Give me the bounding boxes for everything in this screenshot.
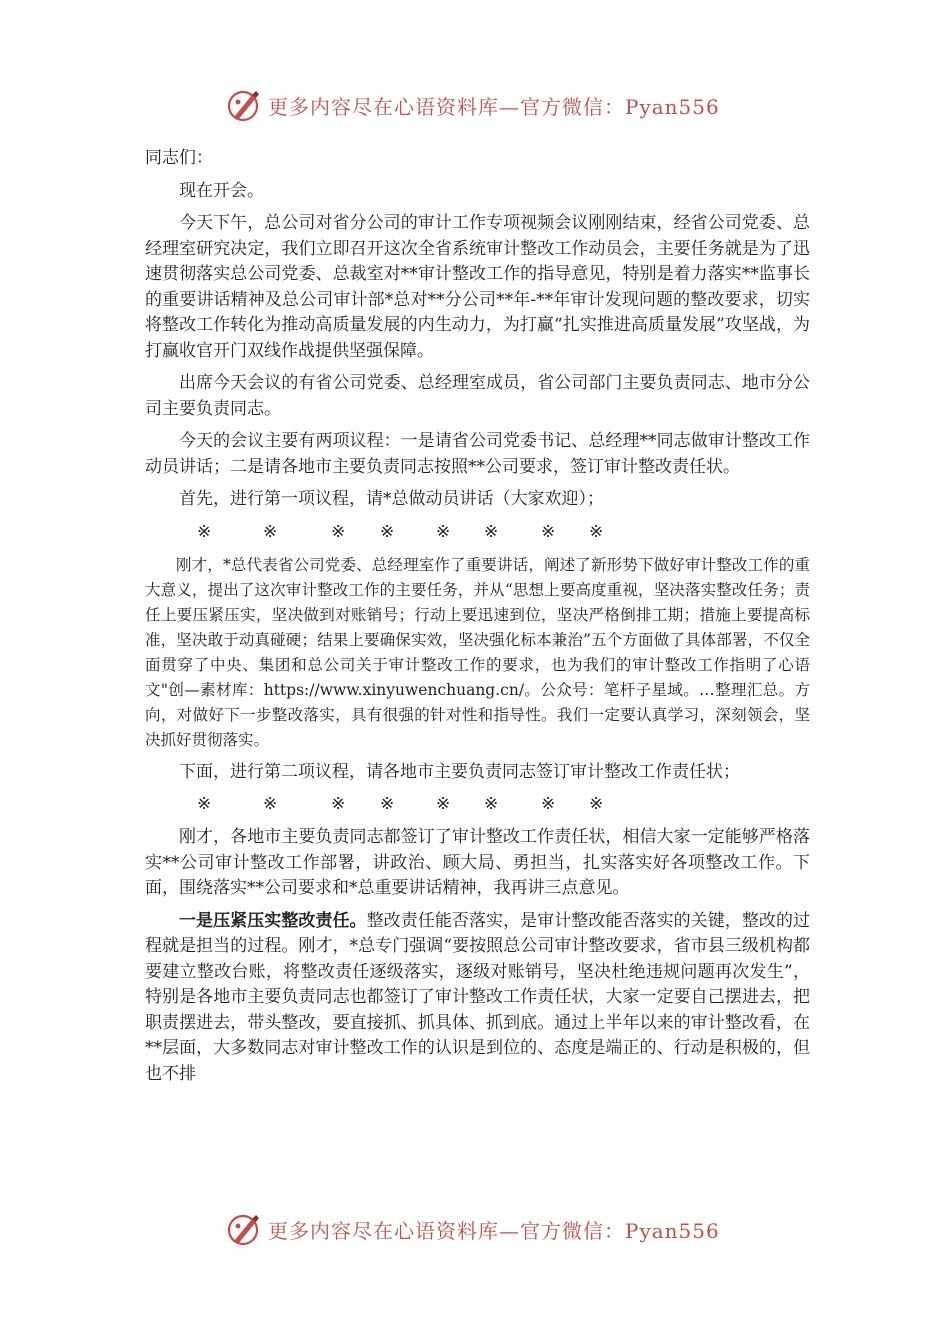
reference-mark: ※ bbox=[484, 521, 499, 542]
p3-item-2-label: 二是 bbox=[230, 456, 264, 477]
reference-mark: ※ bbox=[197, 521, 212, 542]
reference-mark: ※ bbox=[436, 794, 451, 814]
reference-mark: ※ bbox=[380, 794, 395, 814]
p3-text-d: 请各地市主要负责同志按照**公司要求，签订审计整改责任状。 bbox=[264, 456, 740, 477]
reference-marks-row-2 bbox=[145, 792, 810, 818]
paragraph-open: 现在开会。 bbox=[179, 180, 264, 201]
reference-mark: ※ bbox=[197, 794, 212, 814]
p3-item-1-label: 一是 bbox=[400, 431, 435, 451]
pen-logo-icon bbox=[226, 87, 262, 123]
paragraph-7: 刚才，各地市主要负责同志都签订了审计整改工作责任状，相信大家一定能够严格落实**公司审计整改工作部署，讲政治、顾大局、勇担当，扎实落实好各项整改工作。下面，围绕落实**公司要求和*总重要讲话精神，我再讲三点意见。 bbox=[145, 827, 810, 898]
paragraph-8 bbox=[145, 909, 810, 1088]
paragraph-5: 刚才，*总代表省公司党委、总经理室作了重要讲话，阐述了新形势下做好审计整改工作的重大意义，提出了这次审计整改工作的主要任务，并从“思想上要高度重视，坚决落实整改任务；责任上要压紧压实，坚决做到对账销号；行动上要迅速到位，坚决严格倒排工期；措施上要提高标准，坚决敢于动真碰硬；结果上要确保实效，坚决强化标本兼治”五个方面做了具体部署，不仅全面贯穿了中央、集团和总公司关于审计整改工作的要求，也为我们的审计整改工作指明了心语文"创—素材库：https://www.xinyuwenchuang.cn/。公众号：笔杆子星域。…整理汇总。方向，对做好下一步整改落实，具有很强的针对性和指导性。我们一定要认真学习，深刻领会，坚决抓好贯彻落实。 bbox=[145, 555, 810, 749]
header-banner bbox=[226, 83, 720, 127]
header-banner-text: 更多内容尽在心语资料库—官方微信：Pyan556 bbox=[268, 94, 720, 119]
p8-heading: 一是压紧压实整改责任。 bbox=[179, 910, 367, 931]
p8-text: 整改责任能否落实，是审计整改能否落实的关键，整改的过程就是担当的过程。刚才，*总专门强调“要按照总公司审计整改要求，省市县三级机构都要建立整改台账，将整改责任逐级落实，逐级对账销号，坚决杜绝违规问题再次发生”，特别是各地市主要负责同志也都签订了审计整改工作责任状，大家一定要自己摆进去，把职责摆进去，带头整改，要直接抓、抓具体、抓到底。通过上半年以来的审计整改看，在**层面，大多数同志对审计整改工作的认识是到位的、态度是端正的、行动是积极的，但也不排 bbox=[145, 910, 811, 1084]
reference-mark: ※ bbox=[589, 794, 604, 814]
paragraph-1: 今天下午，总公司对省分公司的审计工作专项视频会议刚刚结束，经省公司党委、总经理室研究决定，我们立即召开这次全省系统审计整改工作动员会，主要任务就是为了迅速贯彻落实总公司党委、总裁室对**审计整改工作的指导意见，特别是着力落实**监事长的重要讲话精神及总公司审计部*总对**分公司**年-**年审计发现问题的整改要求，切实将整改工作转化为推动高质量发展的内生动力，为打赢“扎实推进高质量发展”攻坚战，为打赢收官开门双线作战提供坚强保障。 bbox=[145, 213, 810, 361]
reference-mark: ※ bbox=[331, 521, 346, 542]
reference-mark: ※ bbox=[263, 794, 278, 814]
footer-banner bbox=[226, 1207, 720, 1251]
reference-mark: ※ bbox=[484, 794, 499, 814]
greeting: 同志们： bbox=[145, 148, 213, 168]
reference-marks-row-1 bbox=[145, 520, 810, 546]
reference-mark: ※ bbox=[541, 521, 556, 542]
paragraph-3 bbox=[145, 429, 810, 480]
pen-logo-icon bbox=[226, 1211, 262, 1247]
document-body bbox=[145, 146, 810, 1094]
reference-mark: ※ bbox=[331, 794, 346, 814]
reference-mark: ※ bbox=[436, 521, 451, 542]
paragraph-6: 下面，进行第二项议程，请各地市主要负责同志签订审计整改工作责任状； bbox=[179, 761, 740, 782]
p3-text-c: 请省公司党委书记、总经理**同志做审计整改工作动员讲话； bbox=[145, 431, 811, 477]
paragraph-2: 出席今天会议的有省公司党委、总经理室成员，省公司部门主要负责同志、地市分公司主要负责同志。 bbox=[145, 373, 810, 419]
reference-mark: ※ bbox=[541, 794, 556, 814]
reference-mark: ※ bbox=[263, 521, 278, 542]
footer-banner-text: 更多内容尽在心语资料库—官方微信：Pyan556 bbox=[268, 1218, 720, 1243]
reference-mark: ※ bbox=[380, 521, 395, 542]
p3-text-a: 今天的会议主要有两项议程： bbox=[179, 431, 401, 451]
paragraph-4: 首先，进行第一项议程，请*总做动员讲话（大家欢迎）； bbox=[179, 489, 604, 509]
reference-mark: ※ bbox=[589, 521, 604, 542]
